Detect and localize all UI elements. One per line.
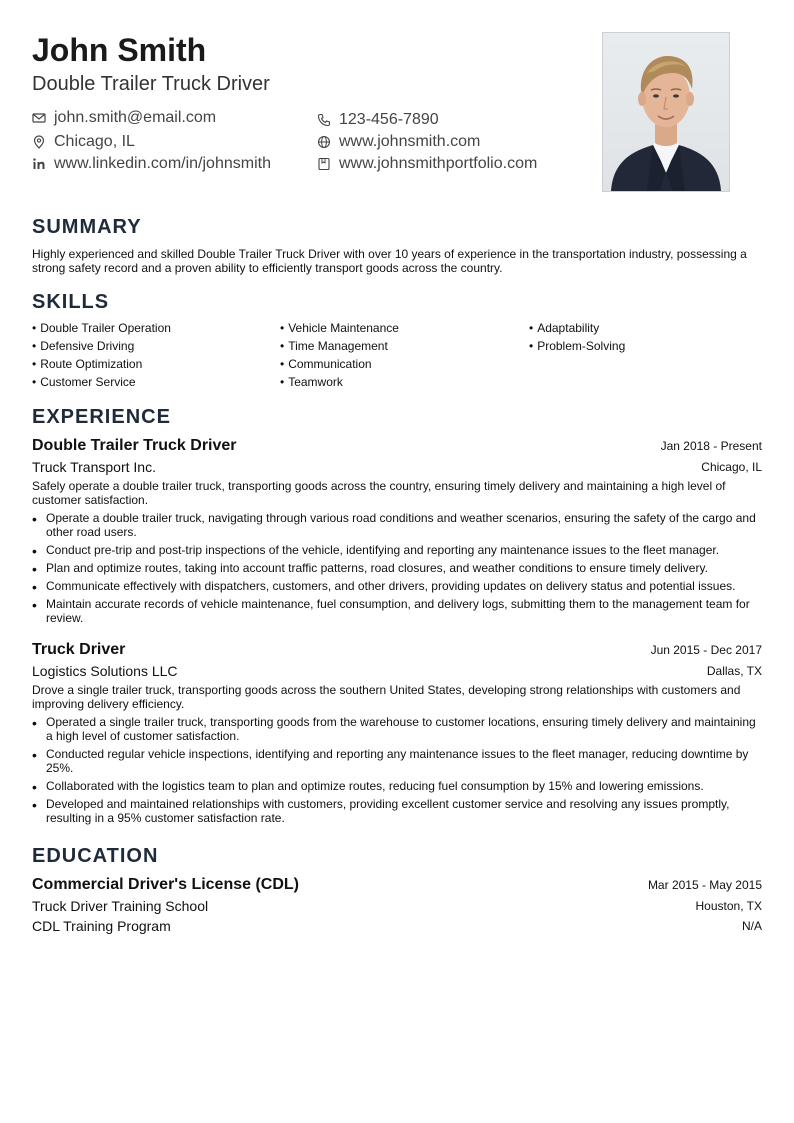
contact-location	[32, 132, 135, 152]
skill-item: • Route Optimization	[32, 357, 142, 371]
skill-item: • Defensive Driving	[32, 339, 134, 353]
contact-email[interactable]	[32, 108, 216, 128]
job-title: Double Trailer Truck Driver	[32, 437, 237, 454]
job-bullets	[32, 511, 762, 629]
bullet-item: • Conduct pre-trip and post-trip inspections of the vehicle, identifying and reporting any maintenance issues to the fleet manager.	[32, 543, 762, 557]
education-heading: EDUCATION	[32, 845, 159, 867]
skill-item: • Vehicle Maintenance	[280, 321, 399, 335]
linkedin-icon	[32, 157, 46, 171]
portrait-image	[603, 33, 729, 191]
summary-heading: SUMMARY	[32, 216, 142, 238]
job-company: Truck Transport Inc.	[32, 459, 156, 475]
school-name: Truck Driver Training School	[32, 898, 209, 914]
bullet-item: • Maintain accurate records of vehicle maintenance, fuel consumption, and delivery logs, submitting them to the management team for review.	[32, 597, 762, 625]
skill-item: • Time Management	[280, 339, 388, 353]
job-location: Dallas, TX	[706, 664, 762, 678]
experience-heading: EXPERIENCE	[32, 406, 171, 428]
job-title: Truck Driver	[32, 641, 126, 658]
globe-icon	[317, 135, 331, 149]
phone-text: 123-456-7890	[339, 111, 439, 128]
resume-header	[32, 0, 762, 200]
job-description: Safely operate a double trailer truck, transporting goods across the country, ensuring timely delivery and maintaining a high level of customer satisfaction.	[32, 479, 726, 507]
skill-item: • Problem-Solving	[529, 339, 625, 353]
job-company: Logistics Solutions LLC	[32, 663, 178, 679]
bullet-item: • Operate a double trailer truck, navigating through various road conditions and weather scenarios, ensuring the safety of the cargo and other road users.	[32, 511, 762, 539]
candidate-name: John Smith	[32, 32, 207, 68]
skill-item: • Adaptability	[529, 321, 599, 335]
profile-photo	[602, 32, 730, 192]
program-note: N/A	[741, 919, 762, 933]
skills-heading: SKILLS	[32, 291, 110, 313]
portfolio-link[interactable]: www.johnsmithportfolio.com	[339, 155, 538, 172]
job-description: Drove a single trailer truck, transporting goods across the southern United States, developing strong relationships with customers and improving delivery efficiency.	[32, 683, 741, 711]
bullet-item: • Operated a single trailer truck, transporting goods from the warehouse to customer locations, ensuring timely delivery and maintaining a high level of customer satisfaction.	[32, 715, 762, 743]
skill-item: • Double Trailer Operation	[32, 321, 171, 335]
portfolio-icon	[317, 157, 331, 171]
skill-item: • Customer Service	[32, 375, 136, 389]
mail-icon	[32, 111, 46, 125]
website-link[interactable]: www.johnsmith.com	[339, 133, 481, 150]
phone-icon	[317, 113, 331, 127]
resume-page	[32, 0, 762, 934]
contact-linkedin[interactable]	[32, 154, 271, 174]
skill-item: • Communication	[280, 357, 372, 371]
job-location: Chicago, IL	[701, 460, 762, 474]
contact-website[interactable]	[317, 132, 480, 152]
job-dates: Jan 2018 - Present	[660, 439, 762, 453]
email-text: john.smith@email.com	[54, 109, 217, 126]
bullet-item: • Plan and optimize routes, taking into account traffic patterns, road closures, and weather conditions to ensure timely delivery.	[32, 561, 762, 575]
program-name: CDL Training Program	[32, 918, 171, 934]
job-dates: Jun 2015 - Dec 2017	[650, 643, 762, 657]
bullet-item: • Conducted regular vehicle inspections, identifying and reporting any maintenance issues to the fleet manager, reducing downtime by 25%.	[32, 747, 762, 775]
school-location: Houston, TX	[695, 899, 762, 913]
job-bullets	[32, 715, 762, 829]
degree-title: Commercial Driver's License (CDL)	[32, 876, 300, 893]
contact-portfolio[interactable]	[317, 154, 537, 174]
skill-item: • Teamwork	[280, 375, 343, 389]
candidate-role: Double Trailer Truck Driver	[32, 73, 270, 95]
location-text: Chicago, IL	[54, 133, 135, 150]
contact-phone[interactable]	[317, 110, 439, 130]
summary-text: Highly experienced and skilled Double Trailer Truck Driver with over 10 years of experience in the transportation industry, possessing a strong safety record and a proven ability to efficiently transport goods across the country.	[32, 247, 747, 275]
bullet-item: • Communicate effectively with dispatchers, customers, and other drivers, providing updates on delivery status and potential issues.	[32, 579, 762, 593]
education-dates: Mar 2015 - May 2015	[647, 878, 762, 892]
bullet-item: • Developed and maintained relationships with customers, providing excellent customer service and resolving any issues promptly, resulting in a 95% customer satisfaction rate.	[32, 797, 762, 825]
linkedin-link[interactable]: www.linkedin.com/in/johnsmith	[54, 155, 271, 172]
map-pin-icon	[32, 135, 46, 149]
bullet-item: • Collaborated with the logistics team to plan and optimize routes, reducing fuel consumption by 15% and lowering emissions.	[32, 779, 762, 793]
